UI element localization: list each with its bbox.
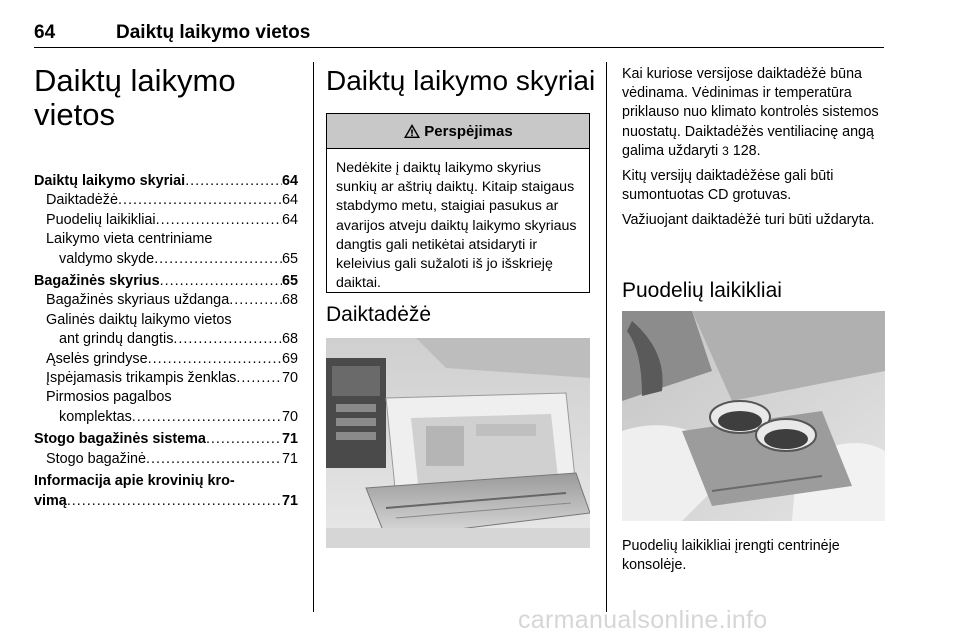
toc-entry-line[interactable]: Pirmosios pagalbos	[46, 389, 172, 406]
warning-header	[327, 114, 589, 149]
toc-entry[interactable]: Daiktų laikymo skyriai ..... 64	[34, 172, 298, 191]
page-number: 64	[34, 22, 56, 43]
toc-entry[interactable]: Daiktadėžė ..... 64	[34, 191, 298, 210]
column-divider-left	[313, 62, 314, 612]
cupholders-illustration	[622, 311, 885, 521]
toc-entry[interactable]: Puodelių laikikliai ..... 64	[34, 211, 298, 230]
toc-entry[interactable]: vimą ..... 71	[34, 492, 298, 511]
paragraph-cd-player: Kitų versijų daiktadėžėse gali būti sumontuotas CD grotuvas.	[622, 168, 834, 204]
warning-box	[326, 113, 590, 293]
toc-entry-line[interactable]: Laikymo vieta centriniame	[46, 231, 213, 248]
running-header-title: Daiktų laikymo vietos	[116, 22, 311, 43]
chapter-title-line2: vietos	[34, 97, 115, 132]
toc-entry-line[interactable]: Informacija apie krovinių kro-	[34, 473, 235, 490]
toc-entry[interactable]: Bagažinės skyriaus uždanga ..... 68	[34, 291, 298, 310]
chapter-title-line1: Daiktų laikymo	[34, 63, 236, 98]
section-title: Daiktų laikymo skyriai	[326, 65, 596, 96]
toc-entry[interactable]: Įspėjamasis trikampis ženklas ..... 70	[34, 369, 298, 388]
toc-entry[interactable]: Stogo bagažinė ..... 71	[34, 450, 298, 469]
warning-title: Perspėjimas	[424, 122, 513, 140]
warning-text: Nedėkite į daiktų laikymo skyrius sunkių ar aštrių daiktų. Kitaip staigaus stabdymo metu, staigiai pasukus ar avarijos atveju daiktų laikymo skyriaus dangtis gali netikėtai atsidaryti ir keleivius gali sužaloti iš jo išskrieję daiktai.	[336, 160, 577, 292]
glovebox-illustration	[326, 338, 590, 548]
warning-triangle-icon	[403, 123, 421, 139]
right-column-text	[622, 65, 890, 237]
toc-entry[interactable]: Bagažinės skyrius ..... 65	[34, 272, 298, 291]
toc-entry[interactable]: komplektas ..... 70	[34, 408, 298, 427]
paragraph-closed: Važiuojant daiktadėžė turi būti uždaryta.	[622, 212, 875, 229]
watermark: carmanualsonline.info	[518, 606, 768, 634]
toc-entry[interactable]: valdymo skyde ..... 65	[34, 250, 298, 269]
chapter-title	[34, 64, 236, 132]
paragraph-ventilation: Kai kuriose versijose daiktadėžė būna vėdinama. Vėdinimas ir temperatūra priklauso nuo klimato kontrolės sistemos nuostatų. Daiktadėžės ventiliacinę angą galima uždaryti 3 128.	[622, 66, 879, 159]
glovebox-heading: Daiktadėžė	[326, 303, 432, 326]
header-rule	[34, 47, 884, 48]
toc-entry[interactable]: Stogo bagažinės sistema ..... 71	[34, 430, 298, 449]
table-of-contents	[34, 172, 298, 511]
column-divider-right	[606, 62, 607, 612]
reference-page[interactable]: 128.	[728, 142, 761, 159]
cupholders-heading: Puodelių laikikliai	[622, 279, 782, 302]
cupholders-caption: Puodelių laikikliai įrengti centrinėje konsolėje.	[622, 538, 840, 574]
toc-entry[interactable]: ant grindų dangtis ..... 68	[34, 330, 298, 349]
toc-entry-line[interactable]: Galinės daiktų laikymo vietos	[46, 311, 232, 328]
reference-arrow-icon[interactable]: 3	[722, 143, 729, 158]
toc-entry[interactable]: Ąselės grindyse ..... 69	[34, 350, 298, 369]
